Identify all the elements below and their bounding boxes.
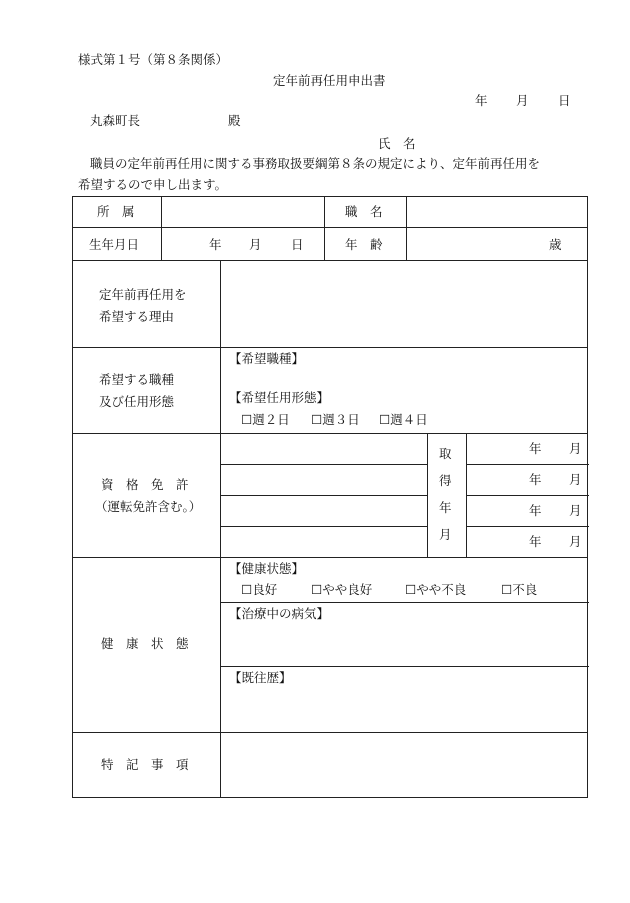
form-number: 様式第１号（第８条関係） [78,52,229,67]
license-label-2: （運転免許含む。） [95,499,202,514]
acquired-char-1: 取 [439,446,452,461]
job-title-label: 職 名 [345,204,383,219]
affiliation-field[interactable] [159,197,324,227]
application-form-table [72,196,588,798]
body-text-line2: 希望するので申し出ます。 [78,177,228,192]
license-row-2-month: 月 [569,472,582,487]
license-row-4-year: 年 [529,534,542,549]
age-label: 年 齢 [345,237,383,252]
license-row-3-month: 月 [569,503,582,518]
age-unit: 歳 [549,237,562,252]
date-month-label: 月 [516,93,529,108]
license-row-4-month: 月 [569,534,582,549]
reason-label-2: 希望する理由 [99,309,175,324]
license-row-1-month: 月 [569,441,582,456]
health-label: 健 康 状 態 [101,636,189,651]
job-title-field[interactable] [407,197,587,227]
birth-year-label: 年 [209,237,222,252]
desired-job-type-label: 【希望職種】 [229,351,305,366]
health-good-checkbox[interactable]: ☐良好 [241,582,278,597]
applicant-name-label: 氏 名 [378,136,416,151]
honorific: 殿 [228,113,241,128]
notes-field[interactable] [221,733,587,797]
addressee: 丸森町長 [90,113,141,128]
desired-employment-label: 【希望任用形態】 [229,390,330,405]
reason-label-1: 定年前再任用を [99,287,187,302]
desired-label-2: 及び任用形態 [99,394,175,409]
birthdate-label: 生年月日 [89,237,140,252]
desired-label-1: 希望する職種 [99,372,175,387]
health-status-label: 【健康状態】 [229,561,305,576]
birth-day-label: 日 [291,237,304,252]
illness-label: 【治療中の病気】 [229,606,330,621]
health-poor-checkbox[interactable]: ☐不良 [501,582,538,597]
body-text-line1: 職員の定年前再任用に関する事務取扱要綱第８条の規定により、定年前再任用を [90,156,541,171]
birth-month-label: 月 [249,237,262,252]
date-day-label: 日 [558,93,571,108]
acquired-char-2: 得 [439,473,452,488]
health-fairly-poor-checkbox[interactable]: ☐やや不良 [405,582,467,597]
affiliation-label: 所 属 [97,204,135,219]
history-label: 【既往歴】 [229,670,292,685]
form-title: 定年前再任用申出書 [273,73,386,88]
reason-field[interactable] [221,261,587,347]
date-year-label: 年 [475,93,488,108]
acquired-char-4: 月 [439,527,452,542]
license-label-1: 資 格 免 許 [101,477,189,492]
license-row-1-year: 年 [529,441,542,456]
license-row-2-year: 年 [529,472,542,487]
license-row-3-year: 年 [529,503,542,518]
week-3-checkbox[interactable]: ☐週３日 [311,412,360,427]
health-fairly-good-checkbox[interactable]: ☐やや良好 [311,582,373,597]
week-2-checkbox[interactable]: ☐週２日 [241,412,290,427]
week-4-checkbox[interactable]: ☐週４日 [379,412,428,427]
notes-label: 特 記 事 項 [101,757,189,772]
acquired-char-3: 年 [439,500,452,515]
